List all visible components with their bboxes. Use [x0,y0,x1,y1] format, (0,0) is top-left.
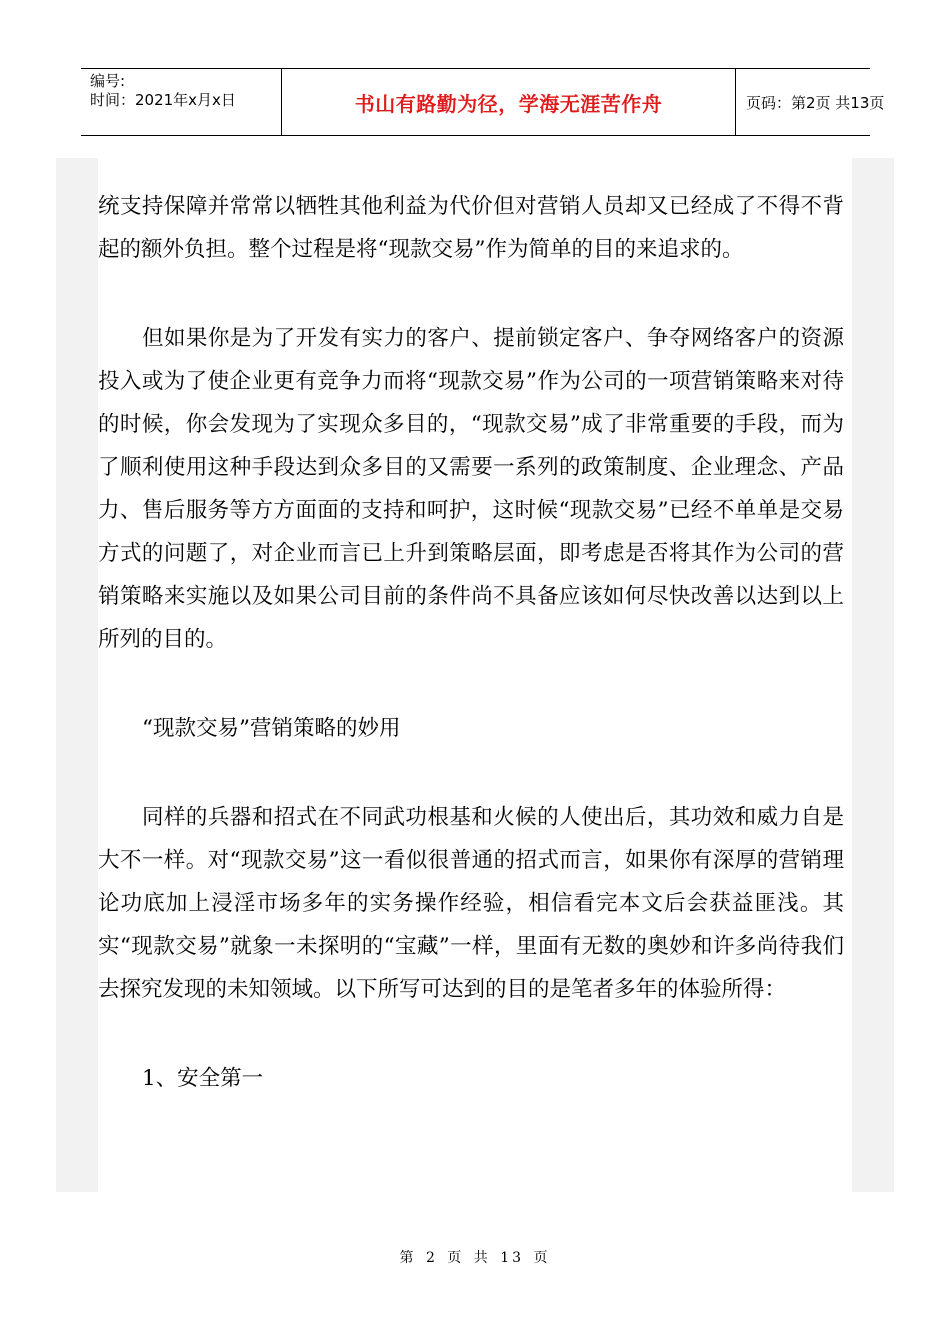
header-motto-cell [282,69,736,135]
paragraph: 但如果你是为了开发有实力的客户、提前锁定客户、争夺网络客户的资源投入或为了使企业更有竞争力而将“现款交易”作为公司的一项营销策略来对待的时候，你会发现为了实现众多目的，“现款交易”成了非常重要的手段，而为了顺利使用这种手段达到众多目的又需要一系列的政策制度、企业理念、产品力、售后服务等方方面面的支持和呵护，这时候“现款交易”已经不单单是交易方式的问题了，对企业而言已上升到策略层面，即考虑是否将其作为公司的营销策略来实施以及如果公司目前的条件尚不具备应该如何尽快改善以达到以上所列的目的。 [98,326,844,652]
document-number-label: 编号: [90,72,126,90]
header-page-number: 页码：第2页 共13页 [746,93,885,112]
document-body [98,185,844,1100]
document-time-label: 时间：2021年x月x日 [90,91,236,109]
page-header [81,68,885,136]
list-item: 1、安全第一 [142,1066,264,1091]
paragraph: 同样的兵器和招式在不同武功根基和火候的人使出后，其功效和威力自是大不一样。对“现款交易”这一看似很普通的招式而言，如果你有深厚的营销理论功底加上浸淫市场多年的实务操作经验，相信看完本文后会获益匪浅。其实“现款交易”就象一未探明的“宝藏”一样，里面有无数的奥妙和许多尚待我们去探究发现的未知领域。以下所写可达到的目的是笔者多年的体验所得： [98,805,844,1002]
section-heading: “现款交易”营销策略的妙用 [142,716,401,741]
paragraph: 统支持保障并常常以牺牲其他利益为代价但对营销人员却又已经成了不得不背起的额外负担。整个过程是将“现款交易”作为简单的目的来追求的。 [98,194,844,262]
header-meta [81,69,282,135]
header-page-cell [736,69,885,135]
page-footer: 第 2 页 共 13 页 [399,1250,551,1266]
header-motto: 书山有路勤为径，学海无涯苦作舟 [354,91,663,116]
